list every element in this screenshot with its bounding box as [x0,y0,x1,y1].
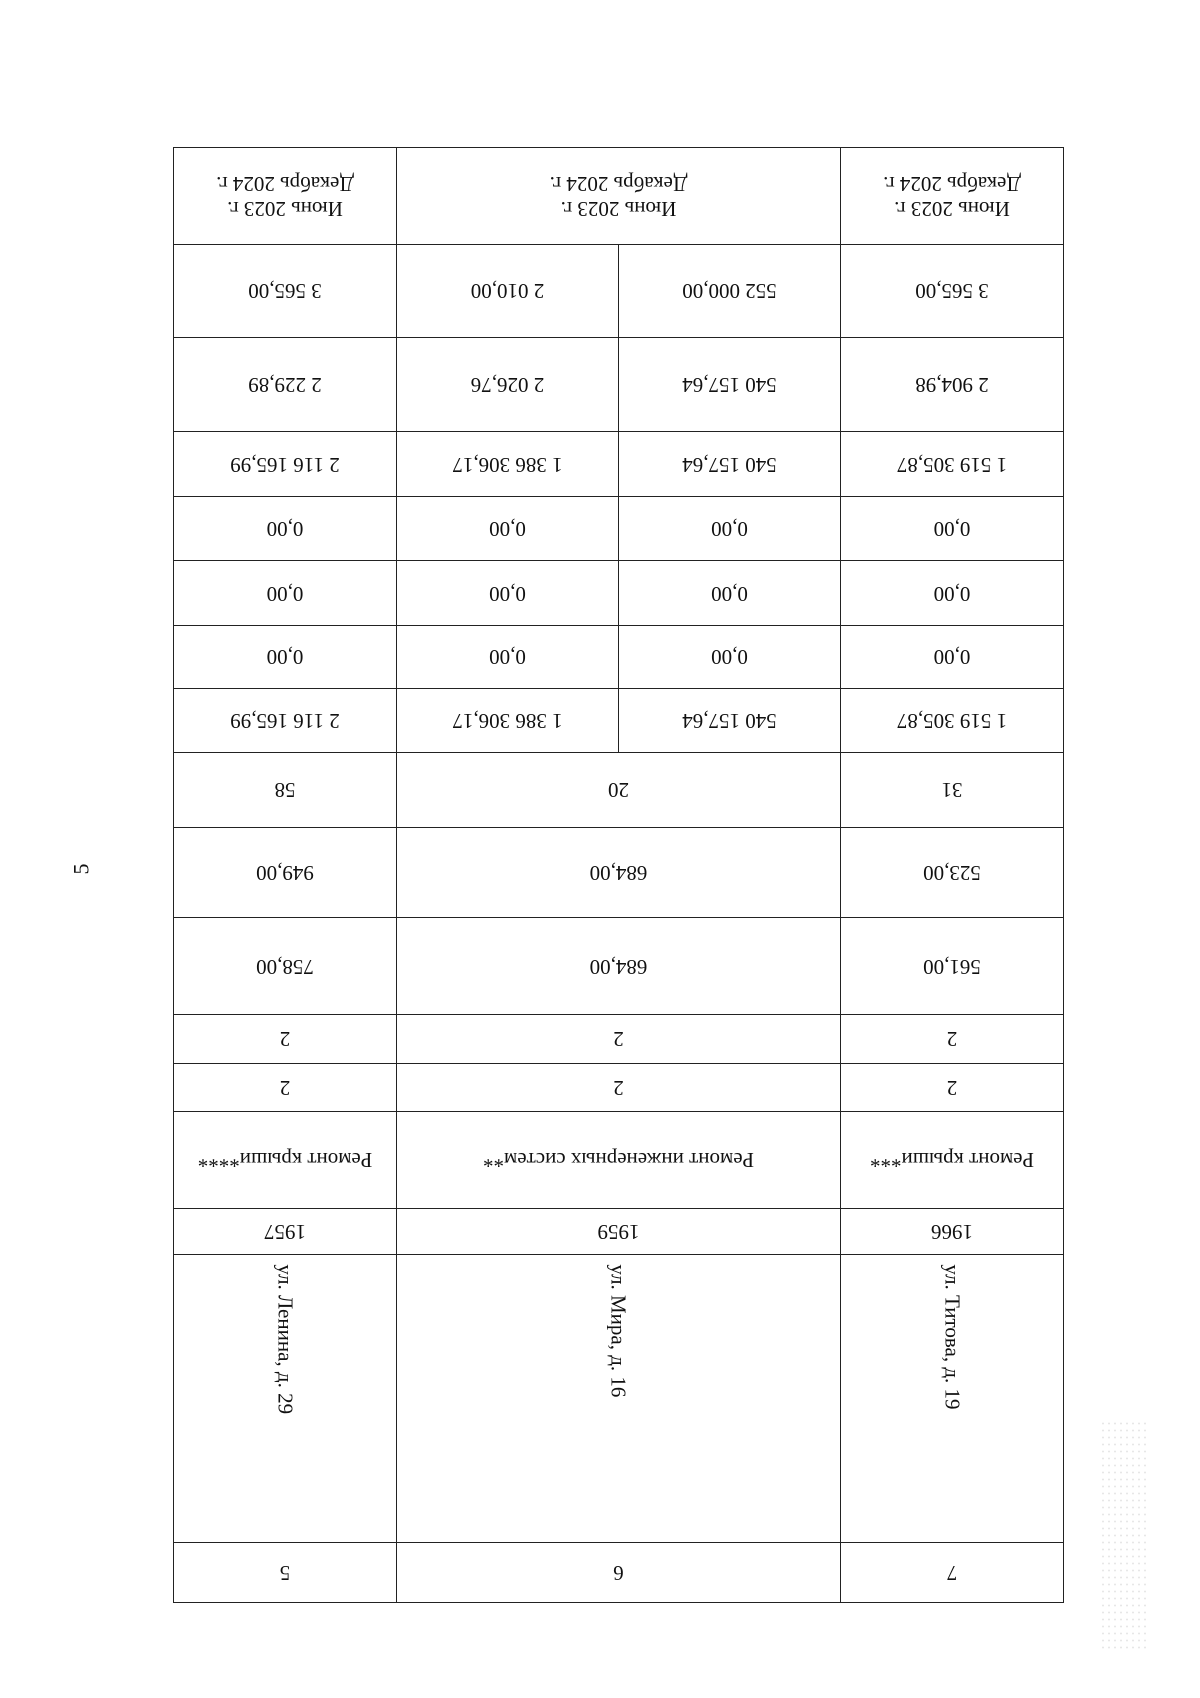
table-row-address [174,1255,1064,1542]
period-end: Декабрь 2024 г. [549,171,688,196]
cell-total-b: 2 116 165,99 [174,688,397,753]
address-text: ул. Титова, д. 19 [940,1264,965,1410]
period-start: Июнь 2023 г. [560,197,677,222]
cell-work: Ремонт крыши**** [174,1111,397,1208]
cell-zero: 0,00 [397,496,619,561]
cell-c2: 2 [841,1015,1064,1063]
cell-c4: 684,00 [397,827,841,918]
cell-total-b: 1 519 305,87 [841,688,1064,753]
cell-total-b: 1 386 306,17 [397,688,619,753]
cell-zero: 0,00 [841,496,1064,561]
table-row-period [174,148,1064,245]
cell-zero: 0,00 [841,561,1064,626]
cell-address [174,1255,397,1542]
cell-c5: 31 [841,753,1064,828]
table-wrapper [173,147,1063,1603]
table-row-c2 [174,1015,1064,1063]
cell-num: 7 [841,1542,1064,1602]
cell-address [397,1255,841,1542]
cell-num: 5 [174,1542,397,1602]
cell-spec-a: 2 229,89 [174,337,397,432]
period-end: Декабрь 2024 г. [216,171,354,196]
cell-work: Ремонт крыши*** [841,1111,1064,1208]
cell-spec-a: 2 904,98 [841,337,1064,432]
cell-c1: 2 [397,1063,841,1111]
table-row-zero-3 [174,626,1064,689]
cell-zero: 0,00 [397,626,619,689]
cell-zero: 0,00 [174,626,397,689]
cell-address [841,1255,1064,1542]
address-text: ул. Ленина, д. 29 [273,1264,298,1415]
cell-c1: 2 [174,1063,397,1111]
cell-zero: 0,00 [841,626,1064,689]
table-row-c3 [174,918,1064,1015]
table-row-total-a [174,432,1064,497]
cell-spec-b: 552 000,00 [619,244,841,337]
cell-c4: 949,00 [174,827,397,918]
works-table [173,147,1064,1603]
cell-work: Ремонт инженерных систем** [397,1111,841,1208]
table-row-c5 [174,753,1064,828]
cell-spec-b: 3 565,00 [841,244,1064,337]
cell-zero: 0,00 [619,561,841,626]
cell-spec-a: 540 157,64 [619,337,841,432]
page-number: 5 [68,863,94,875]
cell-zero: 0,00 [619,496,841,561]
table-row-zero-1 [174,496,1064,561]
table-row-year [174,1208,1064,1254]
table-row-c1 [174,1063,1064,1111]
cell-c1: 2 [841,1063,1064,1111]
cell-num: 6 [397,1542,841,1602]
cell-c5: 20 [397,753,841,828]
cell-c5: 58 [174,753,397,828]
cell-c2: 2 [397,1015,841,1063]
cell-zero: 0,00 [174,561,397,626]
cell-period [841,148,1064,245]
table-row-work [174,1111,1064,1208]
cell-zero: 0,00 [619,626,841,689]
cell-year: 1966 [841,1208,1064,1254]
cell-c4: 523,00 [841,827,1064,918]
table-row-spec-a [174,337,1064,432]
table-row-number [174,1542,1064,1602]
period-start: Июнь 2023 г. [894,197,1010,222]
cell-c2: 2 [174,1015,397,1063]
cell-year: 1957 [174,1208,397,1254]
cell-period [397,148,841,245]
cell-spec-b: 3 565,00 [174,244,397,337]
cell-c3: 684,00 [397,918,841,1015]
scan-noise [1100,1420,1150,1650]
cell-zero: 0,00 [174,496,397,561]
table-row-spec-b [174,244,1064,337]
table-row-total-b [174,688,1064,753]
period-start: Июнь 2023 г. [227,197,343,222]
cell-period [174,148,397,245]
cell-total-a: 540 157,64 [619,432,841,497]
cell-c3: 758,00 [174,918,397,1015]
cell-total-a: 1 386 306,17 [397,432,619,497]
cell-total-a: 2 116 165,99 [174,432,397,497]
cell-c3: 561,00 [841,918,1064,1015]
period-end: Декабрь 2024 г. [883,171,1021,196]
cell-zero: 0,00 [397,561,619,626]
cell-total-b: 540 157,64 [619,688,841,753]
table-row-zero-2 [174,561,1064,626]
table-row-c4 [174,827,1064,918]
cell-year: 1959 [397,1208,841,1254]
cell-spec-b: 2 010,00 [397,244,619,337]
cell-total-a: 1 519 305,87 [841,432,1064,497]
cell-spec-a: 2 026,76 [397,337,619,432]
address-text: ул. Мира, д. 16 [607,1264,632,1398]
